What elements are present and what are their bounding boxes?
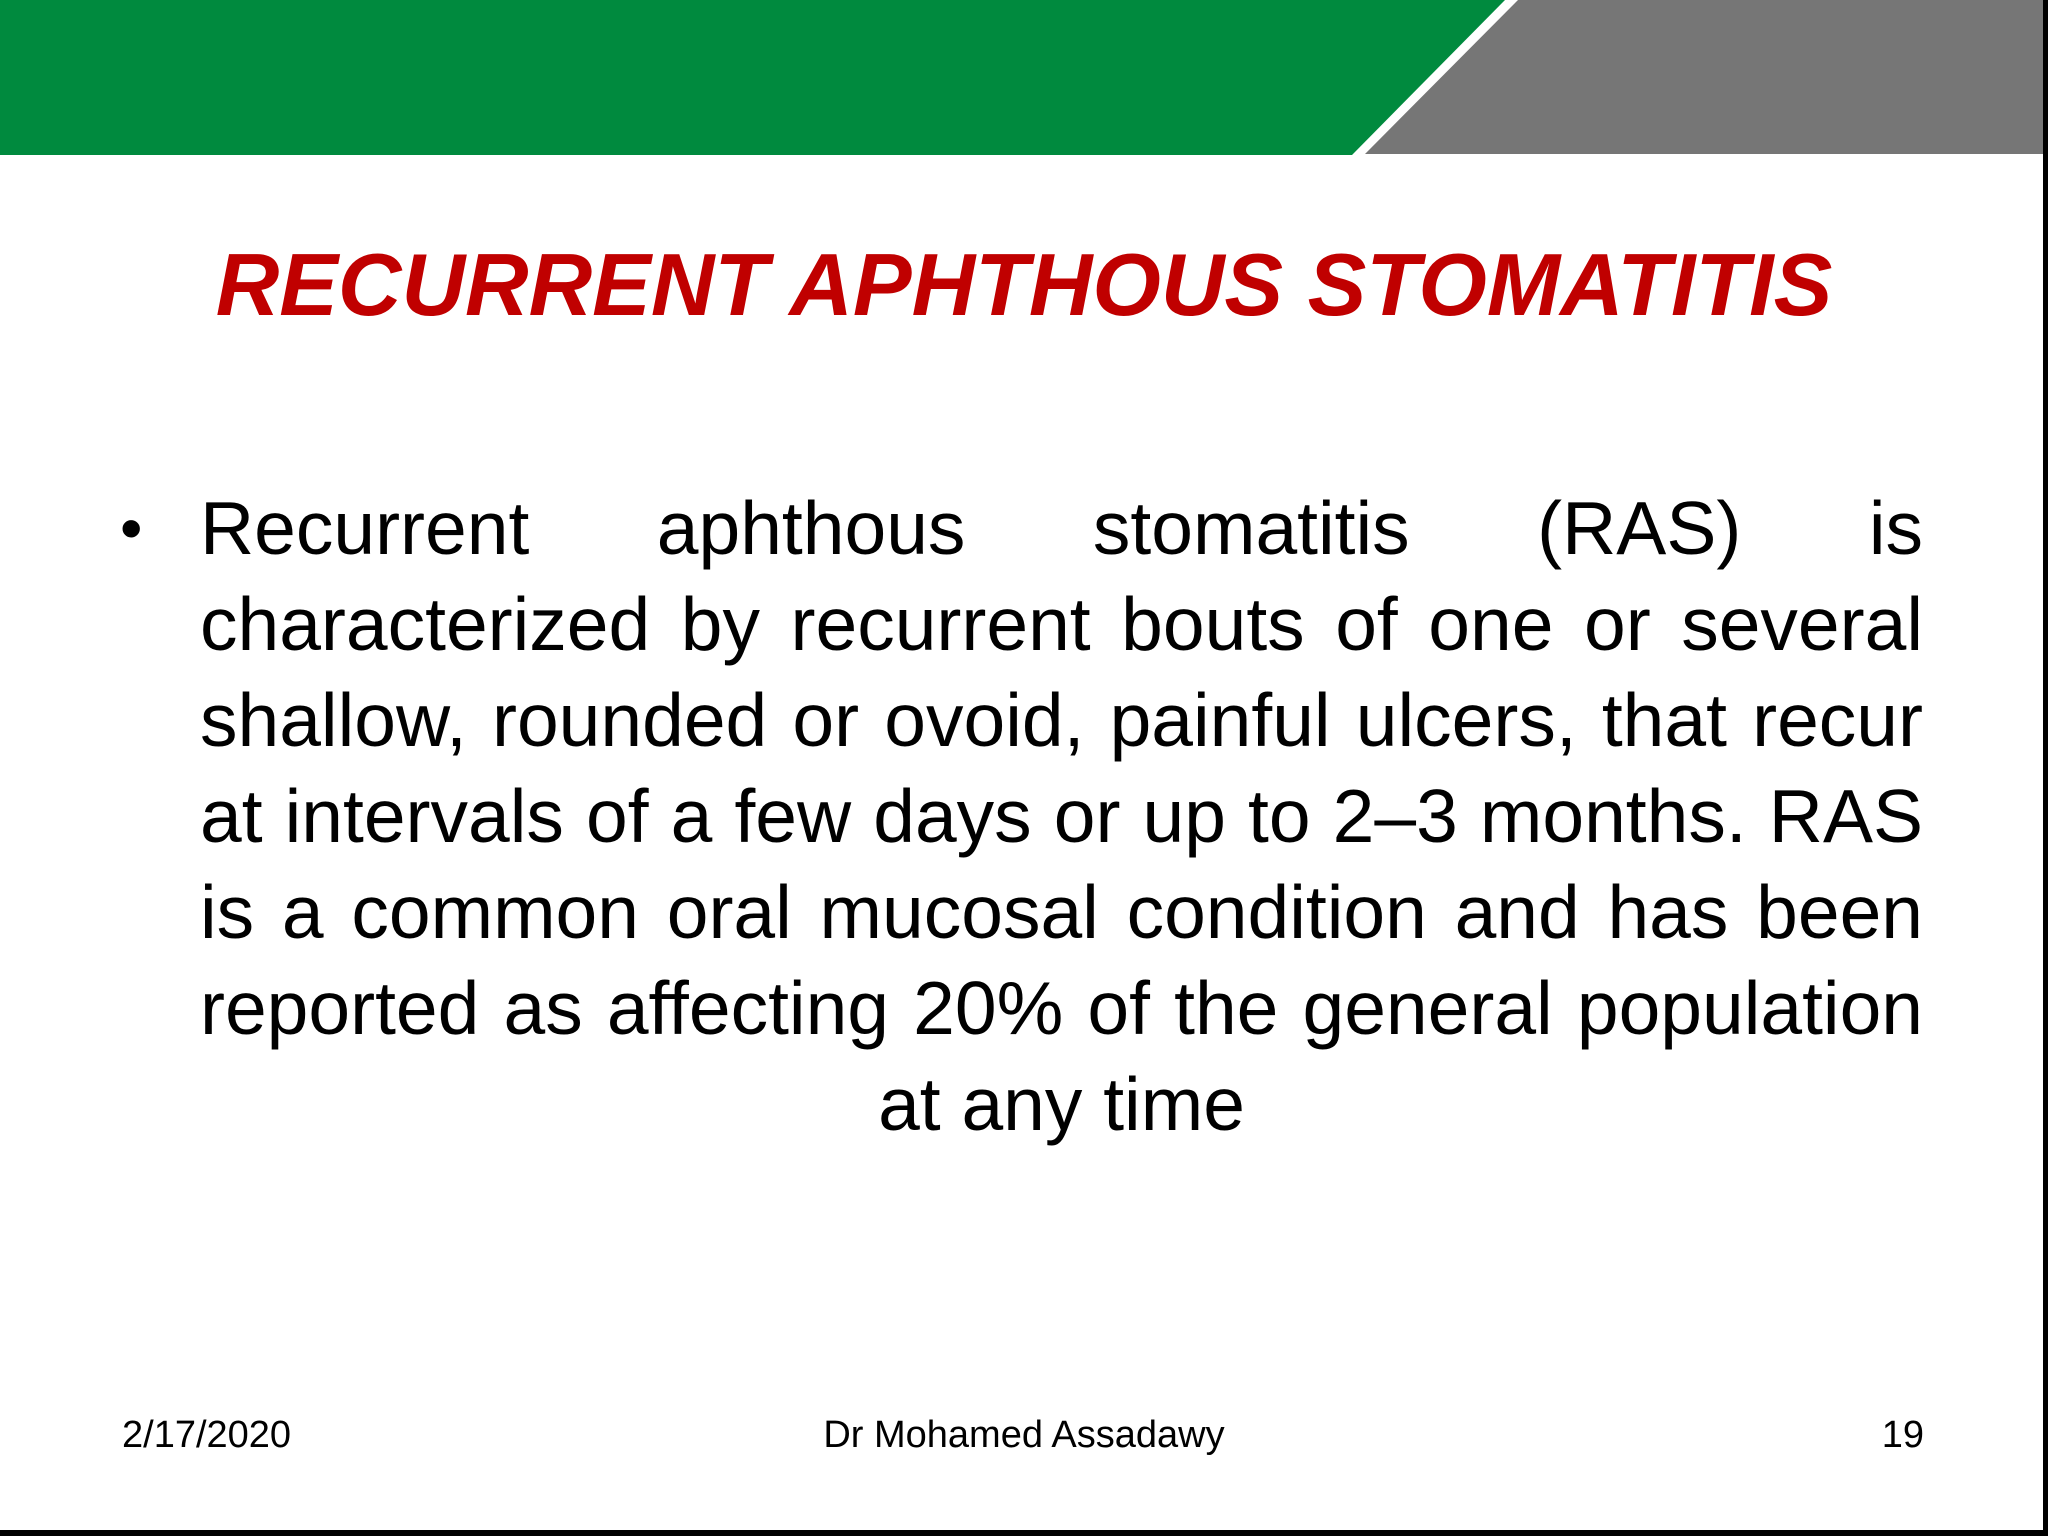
- footer-author: Dr Mohamed Assadawy: [823, 1414, 1225, 1456]
- bottom-frame-border: [0, 1530, 2048, 1536]
- header-green-stripe: [0, 0, 1505, 155]
- footer-date: 2/17/2020: [122, 1414, 292, 1456]
- bullet-dot-icon: •: [120, 492, 143, 564]
- bullet-list: [0, 480, 2048, 1152]
- bullet-text: Recurrent aphthous stomatitis (RAS) is characterized by recurrent bouts of one or several shallow, rounded or ovoid, painful ulcers, that recur at intervals of a few days or up to 2–3 months. RAS is a common oral mucosal condition and has been reported as affecting 20% of the general population at any time: [200, 486, 1923, 1146]
- header-band: [0, 0, 2048, 158]
- footer-page-number: 19: [1881, 1414, 1924, 1456]
- slide-title: RECURRENT APHTHOUS STOMATITIS: [215, 235, 1833, 334]
- right-frame-border: [2043, 0, 2048, 1536]
- bullet-item: [0, 480, 2048, 1152]
